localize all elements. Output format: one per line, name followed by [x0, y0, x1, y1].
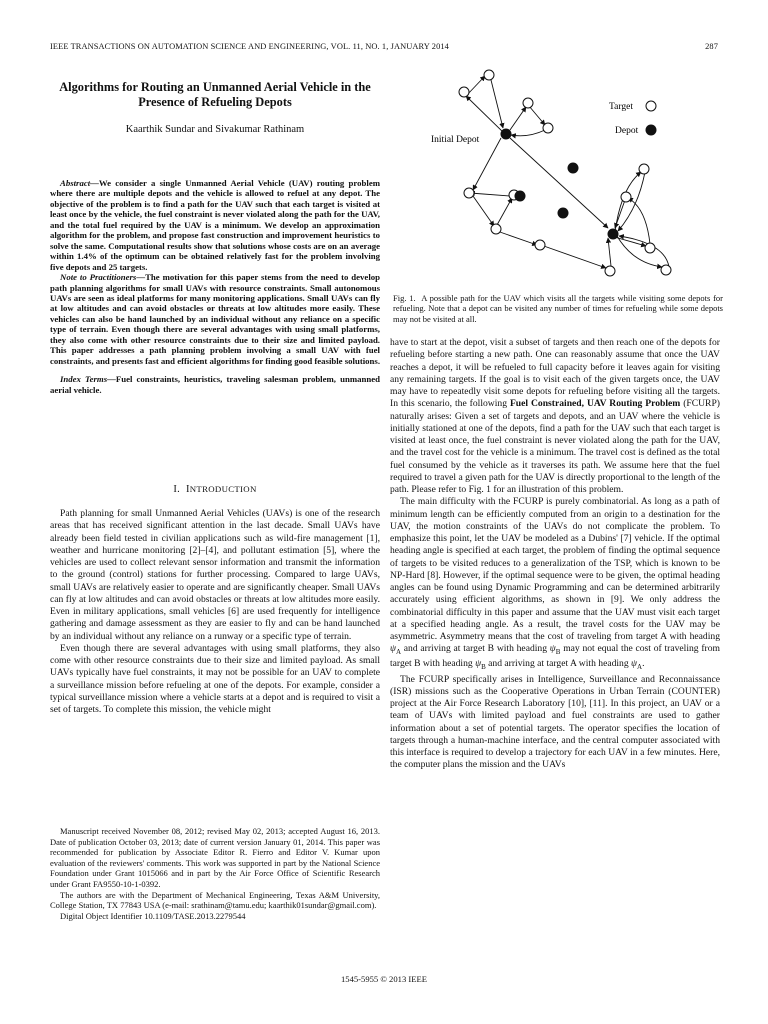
target-node	[645, 243, 655, 253]
depot-node	[608, 229, 619, 240]
figure-caption	[393, 293, 723, 324]
section-heading	[50, 484, 380, 495]
abstract	[50, 178, 380, 272]
psi-symbol: ψ	[475, 658, 482, 670]
target-node	[484, 70, 494, 80]
footnotes	[50, 826, 380, 921]
depot-node	[501, 129, 512, 140]
edge	[541, 245, 606, 268]
subscript-b: B	[555, 648, 561, 657]
edge	[497, 198, 512, 225]
right-p1-part-a: have to start at the depot, visit a subset of targets and then reach one of the depots for refueling before starting a new path. One can reasonably assume that once the UAV reaches a depot, it will be refueled to full capacity before it leaves again for visiting any remaining targets. If the goal is to visit each of the given targets once, the UAV may have to repeatedly visit some depots for refueling before visiting all the targets. In this scenario, the following	[390, 337, 720, 410]
edge	[497, 231, 537, 245]
initial-depot-label: Initial Depot	[431, 135, 480, 145]
title-line-1: Algorithms for Routing an Unmanned Aerial Vehicle in the	[59, 80, 371, 94]
psi-symbol: ψ	[549, 643, 556, 655]
caption-text: A possible path for the UAV which visits all the targets while visiting some depots for refueling. Note that a depot can be visited any number of times for refueling while some depots may not be visited at all.	[393, 293, 724, 324]
note-to-practitioners	[50, 272, 380, 366]
figure-1	[393, 68, 723, 288]
subscript-b: B	[481, 663, 486, 672]
right-paragraph-1	[390, 337, 720, 496]
index-terms-label: Index Terms—	[60, 374, 116, 385]
footnote-doi: Digital Object Identifier 10.1109/TASE.2013.2279544	[60, 910, 246, 921]
depot-node	[568, 163, 579, 174]
psi-symbol: ψ	[631, 658, 638, 670]
subscript-a: A	[395, 648, 402, 657]
practitioners-text: The motivation for this paper stems from the need to develop path planning algorithms for small UAVs with resource constraints. Small autonomous UAVs are seen as ideal platforms for many monitoring applications. Small UAVs can fly at low altitudes and can avoid obstacles or threats at low altitudes more easily. These vehicles can also be hand launched by an individual without any reliance on a specific type of terrain. Even though there are several advantages with using small platforms, they also come with other resource constraints due to their size and limited payload. This paper addresses a path planning problem involving a small UAV with fuel constraints, and presents fast and efficient algorithms for finding good feasible solutions.	[50, 272, 381, 366]
journal-name: IEEE TRANSACTIONS ON AUTOMATION SCIENCE AND ENGINEERING, VOL. 11, NO. 1, JANUARY 2014	[50, 42, 449, 51]
fcurp-term: Fuel Constrained, UAV Routing Problem	[509, 398, 681, 410]
right-paragraph-3: The FCURP specifically arises in Intelligence, Surveillance and Reconnaissance (ISR) missions such as the Cooperative Operations in Urban Terrain (COUNTER) project at the Air Force Research Laboratory [10], [11]. In this project, an UAV or a team of UAVs with limited payload and fuel constraints are used to gather information about a set of potential targets. The operator specifies the location of targets through a human-machine interface, and the central computer associated with this interface is required to develop a trajectory for each UAV in a few minutes. Here, the computer plans the mission and the UAVs	[390, 673, 720, 771]
section-title-rest: NTRODUCTION	[189, 484, 257, 494]
target-node	[639, 164, 649, 174]
target-node	[535, 240, 545, 250]
target-node	[491, 224, 501, 234]
left-column-body	[50, 508, 380, 716]
legend-depot-symbol	[646, 125, 657, 136]
right-p2-part-e: .	[642, 658, 645, 670]
intro-paragraph-2: Even though there are several advantages with using small platforms, they also come with other resource constraints due to their size and limited payload. As small UAVs typically have fuel constraints, it may not be possible for an UAV to complete a surveillance mission before refueling at one of the depots. For example, consider a typical surveillance mission where a vehicle starts at a depot and is required to visit a set of targets. To complete this mission, the vehicle might	[50, 642, 380, 715]
edge	[529, 106, 545, 125]
footnote-authors: The authors are with the Department of Mechanical Engineering, Texas A&M University, College Station, TX 77843 USA (e-mail: srathinam@tamu.edu; kaarthik01sundar@gmail.com).	[50, 889, 380, 911]
edge	[473, 196, 494, 226]
index-terms-text: Fuel constraints, heuristics, traveling salesman problem, unmanned aerial vehicle.	[50, 374, 381, 395]
footnote-manuscript: Manuscript received November 08, 2012; revised May 02, 2013; accepted August 16, 2013. Date of publication October 03, 2013; date of current version January 01, 2014. This paper was recommended for publication by Associate Editor R. Fierro and Editor V. Kumar upon evaluation of the reviewers' comments. This work was supported in part by the National Science Foundation under Grant 1015066 and in part by the Air Force Office of Scientific Research under Grant FA9550-10-1-0392.	[50, 826, 380, 889]
right-p2-part-a: The main difficulty with the FCURP is purely combinatorial. As long as a path of minimum length can be efficiently computed from an origin to a destination for the UAV, the motion constraints of the UAVs do not complicate the problem. To emphasize this point, let the UAV be modeled as a Dubins' [7] vehicle. If the optimal heading angle is specified at each target, the problem of finding the optimal sequence of targets to be visited reduces to a generalization of the TSP, which is known to be NP-Hard [8]. However, if the optimal sequence were to be given, the optimal heading angles can be found using Dynamic Programming and can be determined arbitrarily accurately using efficient algorithms, as shown in [9]. We only address the combinatorial difficulty in this paper and assume that the UAV must visit each target at a specified heading angle. As a result, the travel costs for the UAV may be asymmetric. Asymmetry means that the cost of traveling from target A with heading	[390, 496, 720, 642]
edge	[470, 193, 510, 196]
right-column-body	[390, 337, 720, 772]
target-node	[661, 265, 671, 275]
edge	[511, 130, 545, 136]
caption-label: Fig. 1.	[393, 293, 416, 303]
right-p2-part-d: and arriving at target A with heading	[488, 658, 629, 670]
target-node	[605, 266, 615, 276]
abstract-block	[50, 178, 380, 395]
right-p2-part-b: and arriving at target B with heading	[403, 643, 548, 655]
page-number: 287	[705, 42, 718, 51]
abstract-text: We consider a single Unmanned Aerial Vehicle (UAV) routing problem where there are multiple depots and the vehicle is allowed to refuel at any depot. The objective of the problem is to find a path for the UAV such that each target is visited at least once by the vehicle, the fuel constraint is never violated along the path for the UAV, and the total fuel required by the UAV is a minimum. We develop an approximation algorithm for the problem, and propose fast construction and improvement heuristics to solve the same. Computational results show that solutions whose costs are on an average within 1.4% of the optimum can be obtained relatively fast for the problem involving five depots and 25 targets.	[50, 178, 380, 272]
section-title-first: I	[185, 484, 190, 495]
legend-target-label: Target	[609, 102, 633, 112]
edge	[608, 238, 611, 266]
abstract-label: Abstract—	[60, 178, 99, 188]
running-header	[50, 42, 718, 51]
paper-title	[50, 80, 380, 110]
target-node	[621, 192, 631, 202]
right-p1-part-b: (FCURP) naturally arises: Given a set of targets and depots, and an UAV where the vehicle is initially stationed at one of the depots, find a path for the UAV such that each target is visited at least once, the fuel constraint is never violated along the path for the UAV, and the travel cost for the vehicle is a minimum. The travel cost is defined as the total fuel consumed by the vehicle as it traverses its path. We assume here that the fuel required to travel a given path for the UAV is directly proportional to the length of the path. Please refer to Fig. 1 for an illustration of this problem.	[390, 398, 721, 495]
section-number: I.	[173, 484, 181, 495]
authors: Kaarthik Sundar and Sivakumar Rathinam	[125, 124, 305, 135]
target-node	[543, 123, 553, 133]
target-node	[459, 87, 469, 97]
target-node	[523, 98, 533, 108]
edge	[466, 96, 505, 134]
depot-node	[558, 208, 569, 219]
title-line-2: Presence of Refueling Depots	[138, 95, 292, 109]
copyright-footer: 1545-5955 © 2013 IEEE	[340, 974, 427, 984]
edge	[490, 76, 503, 128]
psi-symbol: ψ	[390, 643, 396, 655]
legend-depot-label: Depot	[615, 126, 639, 136]
edge	[510, 107, 526, 130]
legend-target-symbol	[646, 101, 656, 111]
edge	[628, 198, 650, 244]
subscript-a: A	[637, 663, 643, 672]
index-terms	[50, 374, 380, 395]
right-p2-part-c: may not equal the cost of traveling from target B with heading	[390, 643, 720, 670]
intro-paragraph-1: Path planning for small Unmanned Aerial Vehicles (UAVs) is one of the research areas that has received significant attention in the last decade. Small UAVs have already been field tested in civilian applications such as wild-fire management [1], weather and hurricane monitoring [2]–[4], and pollutant estimation [5], where the vehicles are used to collect relevant sensor information and transmit the information to the ground (control) stations for further processing. Compared to large UAVs, small UAVs are relatively easier to operate and are significantly cheaper. Small UAVs can fly at low altitudes and can avoid obstacles or threats at low altitudes more easily. Even in military applications, small vehicles [6] are used frequently for intelligence gathering and damage assessment as they are easier to fly and can be hand launched by an individual without any reliance on a runway or a specific type of terrain.	[50, 508, 380, 642]
right-paragraph-2	[390, 496, 720, 673]
path-edges	[466, 76, 669, 268]
practitioners-label: Note to Practitioners—	[60, 272, 146, 283]
edge	[473, 138, 501, 190]
target-node	[464, 188, 474, 198]
depot-node	[515, 191, 526, 202]
